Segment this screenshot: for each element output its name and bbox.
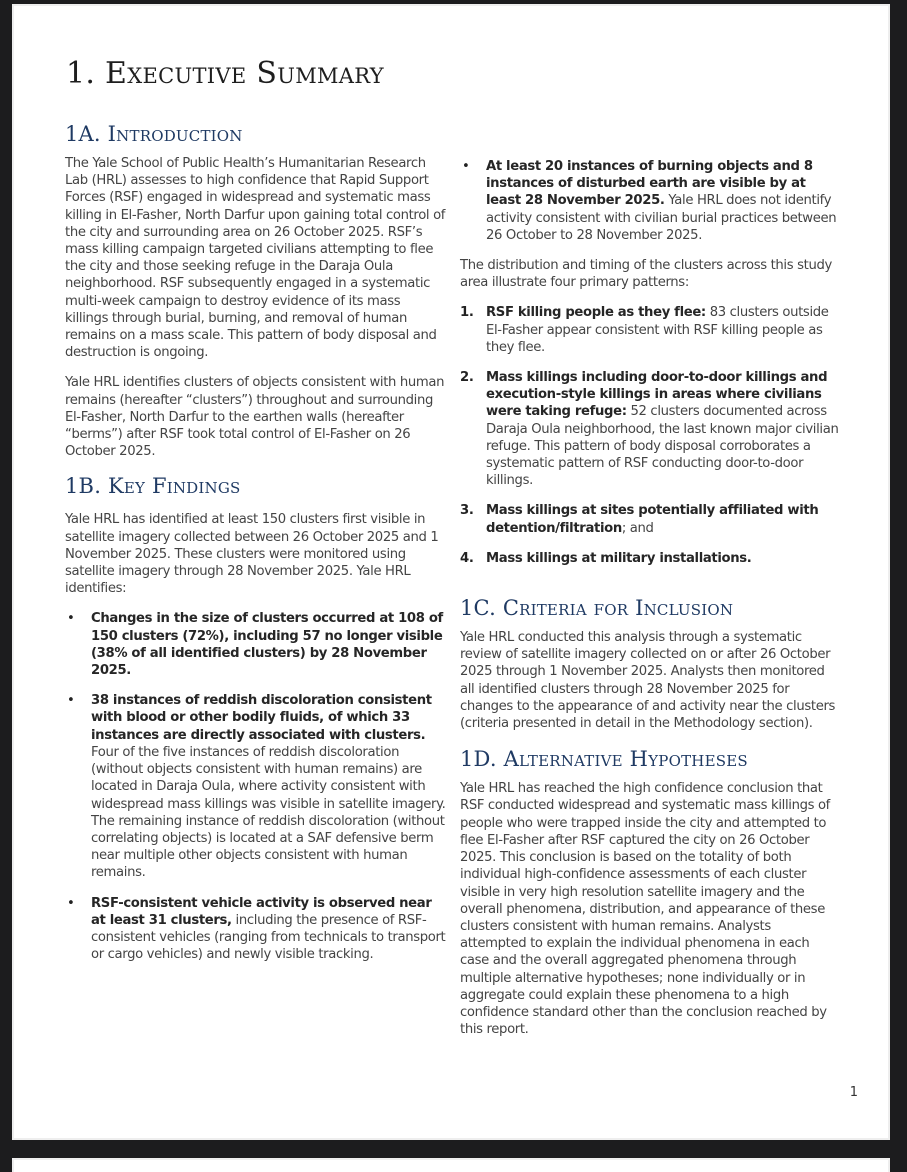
pattern-item xyxy=(460,502,840,536)
section-heading-alternative-hypotheses: 1D. Alternative Hypotheses xyxy=(460,747,748,772)
finding-bold-text: RSF-consistent vehicle activity is observed near at least 31 clusters, xyxy=(91,895,432,928)
finding-bullet-item xyxy=(460,158,840,244)
pattern-item xyxy=(460,369,840,489)
finding-text: including the presence of RSF-consistent vehicles (ranging from technicals to transport or cargo vehicles) and newly visible tracking. xyxy=(91,912,446,963)
finding-text: Four of the five instances of reddish discoloration (without objects consistent with human remains) are located in Daraja Oula, where activity consistent with widespread mass killings was visible in satellite imagery. The remaining instance of reddish discoloration (without correlating objects) is located at a SAF defensive berm near multiple other objects consistent with human remains. xyxy=(91,744,446,881)
pattern-text: ; and xyxy=(621,520,654,536)
pattern-text: 52 clusters documented across Daraja Oula neighborhood, the last known major civilian refuge. This pattern of body disposal corroborates a systematic pattern of RSF conducting door-to-door killings. xyxy=(486,404,839,489)
finding-bullet-item xyxy=(65,692,447,881)
findings-bullet-list xyxy=(65,610,447,963)
list-number: 2. xyxy=(460,370,474,386)
finding-text: Yale HRL does not identify activity consistent with civilian burial practices between 26 October to 28 November 2025. xyxy=(486,193,837,243)
findings-bullet-list-continued xyxy=(460,158,840,244)
finding-bullet-item xyxy=(65,895,447,964)
list-number: 3. xyxy=(460,503,474,519)
pattern-bold-text: Mass killings at sites potentially affiliated with detention/filtration xyxy=(486,503,819,536)
section-heading-key-findings: 1B. Key Findings xyxy=(65,474,241,499)
alternatives-paragraph: Yale HRL has reached the high confidence conclusion that RSF conducted widespread and systematic mass killings of people who were trapped inside the city and attempted to flee El-Fasher after RSF captured the city on 26 October 2025. This conclusion is based on the totality of both individual high-confidence assessments of each cluster visible in very high resolution satellite imagery and the overall phenomena, distribution, and appearance of these clusters consistent with human remains. Analysts attempted to explain the individual phenomena in each case and the overall aggregated phenomena through multiple alternative hypotheses; none individually or in aggregate could explain these phenomena to a high confidence standard other than the conclusion reached by this report. xyxy=(460,781,830,1038)
pattern-bold-text: Mass killings at military installations. xyxy=(486,550,752,566)
bullet-icon: • xyxy=(462,159,470,174)
left-column xyxy=(65,121,447,976)
page-title: 1. Executive Summary xyxy=(66,56,384,91)
page-number: 1 xyxy=(849,1085,858,1100)
patterns-numbered-list xyxy=(460,304,840,567)
document-page xyxy=(12,4,890,1140)
bullet-icon: • xyxy=(67,895,75,911)
section-heading-criteria: 1C. Criteria for Inclusion xyxy=(460,596,734,621)
right-column xyxy=(460,158,840,1051)
section-heading-introduction: 1A. Introduction xyxy=(65,122,243,146)
finding-bold-text: 38 instances of reddish discoloration consistent with blood or other bodily fluids, of which 33 instances are directly associated with clusters. xyxy=(91,693,432,743)
intro-paragraph-2: Yale HRL identifies clusters of objects consistent with human remains (hereafter “clusters”) throughout and surrounding El-Fasher, North Darfur to the earthen walls (hereafter “berms”) after RSF took total control of El-Fasher on 26 October 2025. xyxy=(65,375,445,460)
findings-intro-paragraph: Yale HRL has identified at least 150 clusters first visible in satellite imagery collected between 26 October 2025 and 1 November 2025. These clusters were monitored using satellite imagery through 28 November 2025. Yale HRL identifies: xyxy=(65,512,439,597)
bullet-icon: • xyxy=(67,611,75,627)
finding-bullet-item xyxy=(65,610,447,679)
bullet-icon: • xyxy=(67,693,75,709)
list-number: 4. xyxy=(460,550,474,566)
list-number: 1. xyxy=(460,305,474,321)
finding-bold-text: At least 20 instances of burning objects and 8 instances of disturbed earth are visible by at least 28 November 2025. xyxy=(486,159,813,209)
next-page-edge xyxy=(12,1158,890,1172)
pattern-item xyxy=(460,550,840,567)
pattern-text: 83 clusters outside El-Fasher appear consistent with RSF killing people as they flee. xyxy=(486,305,829,355)
finding-bold-text: Changes in the size of clusters occurred at 108 of 150 clusters (72%), including 57 no longer visible (38% of all identified clusters) by 28 November 2025. xyxy=(91,611,443,679)
intro-paragraph-1: The Yale School of Public Health’s Humanitarian Research Lab (HRL) assesses to high confidence that Rapid Support Forces (RSF) engaged in widespread and systematic mass killing in El-Fasher, North Darfur upon gaining total control of the city and surrounding area on 26 October 2025. RSF’s mass killing campaign targeted civilians attempting to flee the city and those seeking refuge in the Daraja Oula neighborhood. RSF subsequently engaged in a systematic multi-week campaign to destroy evidence of its mass killings through burial, burning, and removal of human remains on a mass scale. This pattern of body disposal and destruction is ongoing. xyxy=(65,156,446,361)
patterns-intro-paragraph: The distribution and timing of the clusters across this study area illustrate four primary patterns: xyxy=(460,258,832,291)
pattern-bold-text: RSF killing people as they flee: xyxy=(486,305,706,321)
pattern-item xyxy=(460,304,840,356)
pattern-bold-text: Mass killings including door-to-door killings and execution-style killings in areas where civilians were taking refuge: xyxy=(486,370,828,420)
criteria-paragraph: Yale HRL conducted this analysis through a systematic review of satellite imagery collected on or after 26 October 2025 through 1 November 2025. Analysts then monitored all identified clusters through 28 November 2025 for changes to the appearance of and activity near the clusters (criteria presented in detail in the Methodology section). xyxy=(460,630,836,732)
